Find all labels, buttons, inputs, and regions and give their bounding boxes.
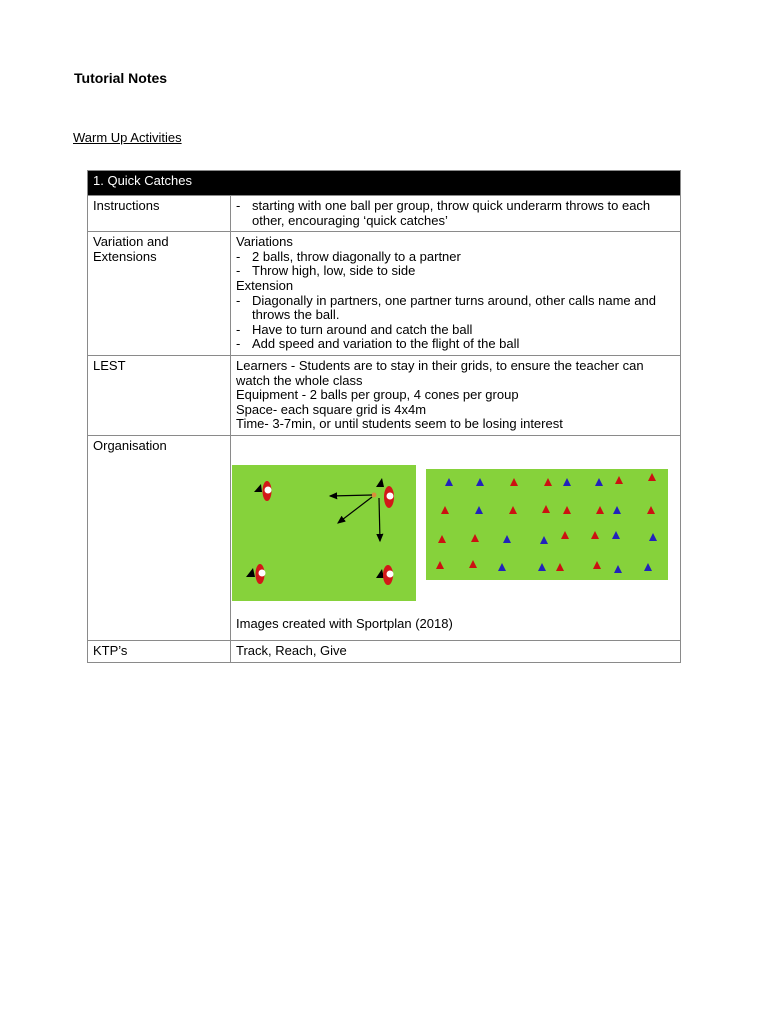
ktps-value: Track, Reach, Give (231, 640, 681, 662)
cone-icon (476, 478, 484, 486)
cone-icon (596, 506, 604, 514)
instructions-cell (231, 196, 681, 232)
cones-grid-field (426, 469, 668, 580)
cone-icon (648, 473, 656, 481)
dash-bullet: - (236, 248, 241, 264)
cone-icon (510, 478, 518, 486)
label-line: Extensions (93, 248, 157, 264)
cone-icon (471, 534, 479, 542)
lest-cell (231, 355, 681, 435)
cones-grid-diagram (426, 469, 668, 580)
lest-space: Space- each square grid is 4x4m (236, 401, 427, 417)
list-item (236, 337, 675, 352)
cone-icon (647, 506, 655, 514)
cone-icon (436, 561, 444, 569)
image-credit: Images created with Sportplan (2018) (236, 615, 453, 631)
section-heading: Warm Up Activities (73, 130, 182, 145)
list-item (236, 264, 675, 279)
cone-icon (595, 478, 603, 486)
cone-icon (498, 563, 506, 571)
dash-bullet: - (236, 263, 241, 279)
organisation-diagram (236, 439, 675, 637)
cone-icon (613, 506, 621, 514)
cone-icon (556, 563, 564, 571)
table-row-lest (88, 355, 681, 435)
cone-icon (509, 506, 517, 514)
lest-learners: Learners - Students are to stay in their grids, to ensure the teacher can watch the whole class (236, 357, 644, 388)
list-item (236, 294, 675, 323)
dash-bullet: - (236, 198, 241, 213)
cone-icon (561, 531, 569, 539)
variations-cell (231, 232, 681, 356)
organisation-cell (231, 435, 681, 640)
label-line: Variation and (93, 234, 169, 250)
lest-time: Time- 3-7min, or until students seem to be losing interest (236, 416, 563, 432)
extension-heading: Extension (236, 277, 294, 293)
player-icon (376, 565, 394, 585)
throwing-drill-diagram (232, 465, 416, 601)
row-label-organisation: Organisation (88, 435, 231, 640)
throw-arrow-icon (330, 495, 372, 496)
row-label-ktps: KTP’s (88, 640, 231, 662)
variations-heading: Variations (236, 234, 293, 250)
variation-text: Throw high, low, side to side (252, 263, 416, 279)
throw-arrow-icon (379, 498, 380, 541)
table-row-ktps (88, 640, 681, 662)
extension-text: Diagonally in partners, one partner turns around, other calls name and throws the ball. (252, 292, 656, 323)
cone-icon (475, 506, 483, 514)
table-row-variations (88, 232, 681, 356)
cone-icon (563, 478, 571, 486)
lest-equipment: Equipment - 2 balls per group, 4 cones per group (236, 387, 519, 403)
cone-icon (649, 533, 657, 541)
row-label-lest: LEST (88, 355, 231, 435)
table-row-organisation (88, 435, 681, 640)
cone-icon (503, 535, 511, 543)
cone-icon (591, 531, 599, 539)
instruction-text: starting with one ball per group, throw quick underarm throws to each other, encouraging ‘quick catches’ (252, 198, 651, 228)
cone-icon (593, 561, 601, 569)
table-row-instructions (88, 196, 681, 232)
cone-icon (469, 560, 477, 568)
dash-bullet: - (236, 321, 241, 337)
cone-icon (563, 506, 571, 514)
cone-icon (441, 506, 449, 514)
cone-icon (615, 476, 623, 484)
cone-icon (438, 535, 446, 543)
page-title: Tutorial Notes (74, 70, 168, 86)
table-header-row (88, 171, 681, 196)
cone-icon (544, 478, 552, 486)
grid-diagram-field (232, 465, 416, 601)
cone-icon (612, 531, 620, 539)
activity-table (87, 170, 681, 663)
cone-icon (538, 563, 546, 571)
player-icon (254, 481, 272, 501)
list-item (236, 323, 675, 338)
dash-bullet: - (236, 336, 241, 352)
cone-icon (614, 565, 622, 573)
player-icon (246, 564, 266, 584)
list-item (236, 199, 675, 228)
extension-text: Add speed and variation to the flight of the ball (252, 336, 520, 352)
activity-title: 1. Quick Catches (88, 171, 681, 196)
cone-icon (445, 478, 453, 486)
ball-icon (372, 492, 377, 497)
cone-icon (542, 505, 550, 513)
dash-bullet: - (236, 292, 241, 308)
extension-text: Have to turn around and catch the ball (252, 321, 473, 337)
throw-arrow-icon (338, 497, 372, 523)
list-item (236, 250, 675, 265)
row-label-variations (88, 232, 231, 356)
cone-icon (644, 563, 652, 571)
variation-text: 2 balls, throw diagonally to a partner (252, 248, 461, 264)
row-label-instructions: Instructions (88, 196, 231, 232)
cone-icon (540, 536, 548, 544)
